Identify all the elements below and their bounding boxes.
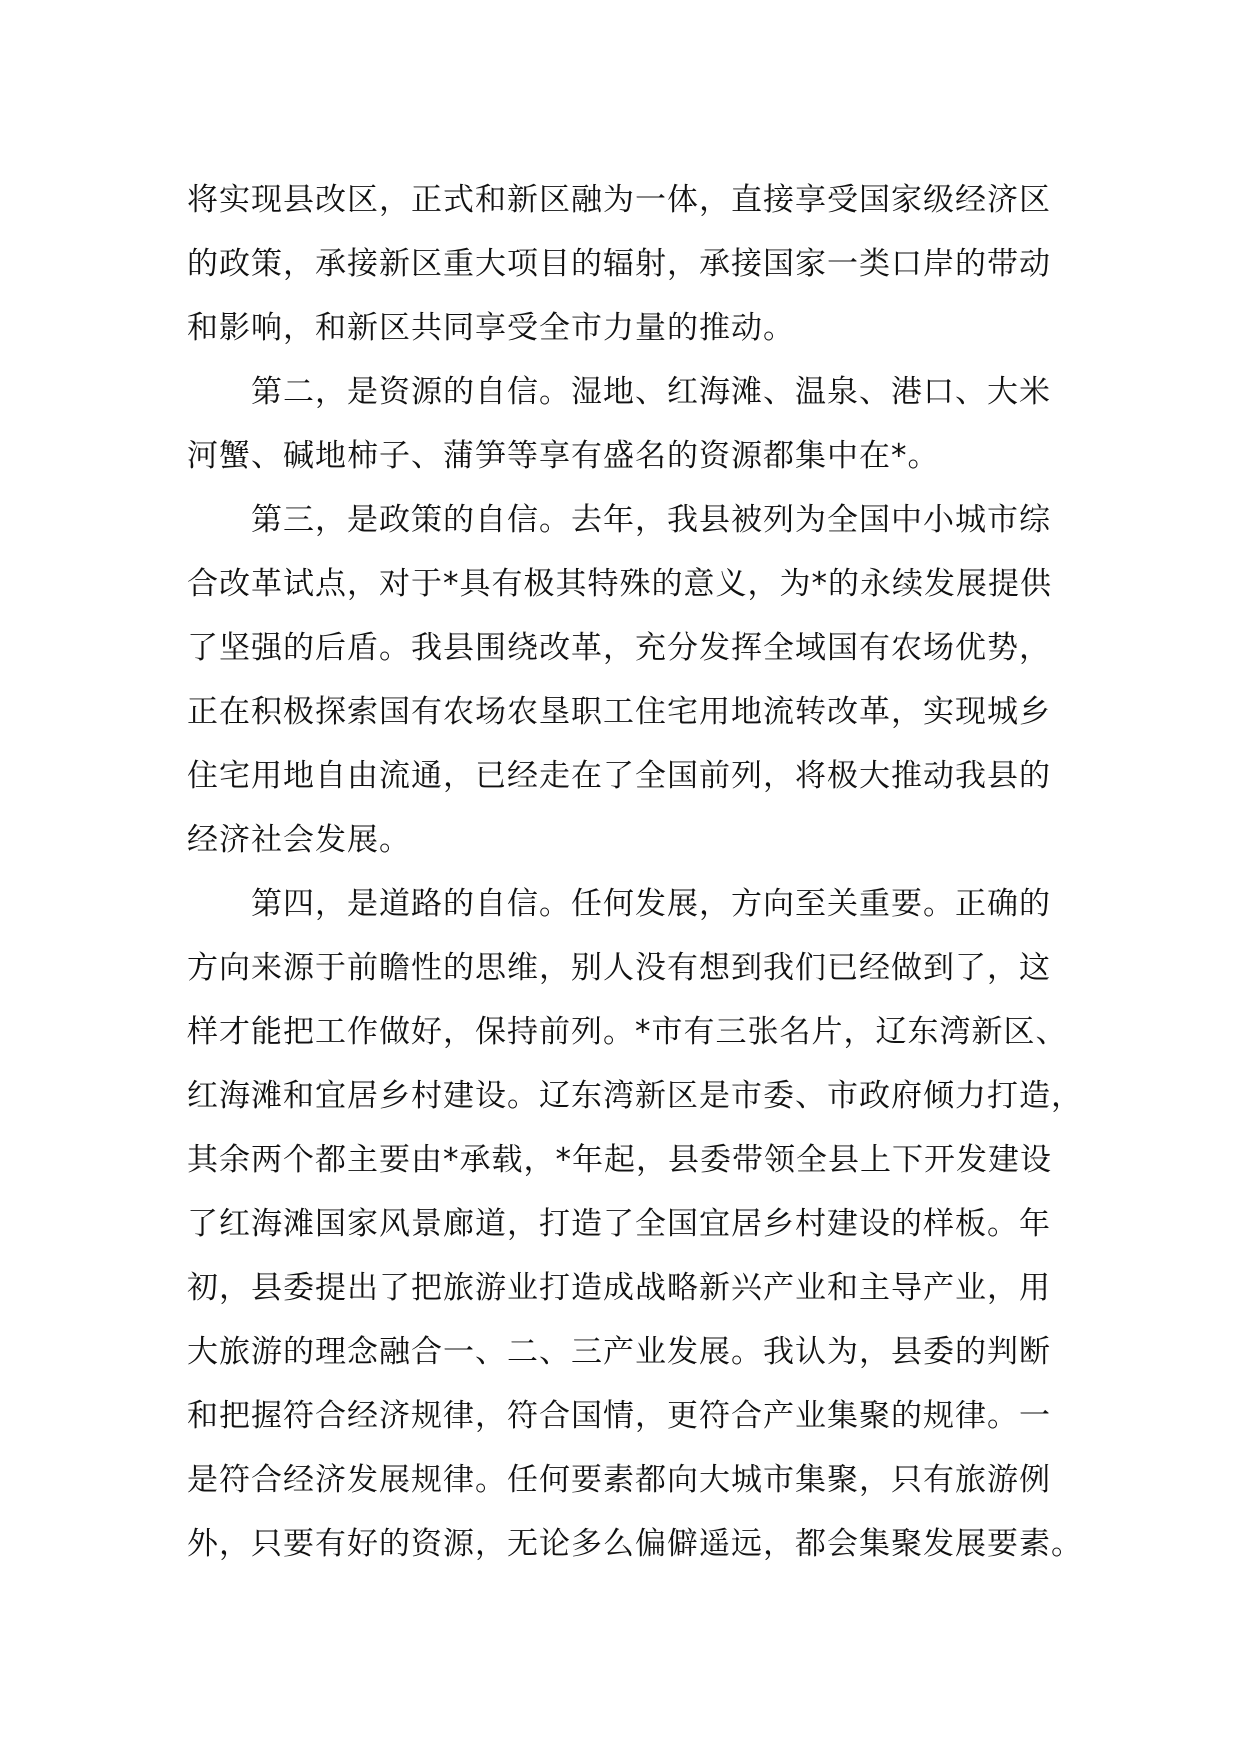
paragraph-second-resource-confidence (187, 360, 1087, 488)
text-line: 样才能把工作做好，保持前列。*市有三张名片，辽东湾新区、 (187, 1014, 1068, 1050)
text-line: 第四，是道路的自信。任何发展，方向至关重要。正确的 (251, 886, 1051, 922)
text-line: 外，只要有好的资源，无论多么偏僻遥远，都会集聚发展要素。 (187, 1526, 1083, 1562)
text-line: 大旅游的理念融合一、二、三产业发展。我认为，县委的判断 (187, 1334, 1051, 1370)
text-line: 住宅用地自由流通，已经走在了全国前列，将极大推动我县的 (187, 758, 1051, 794)
paragraph-third-policy-confidence (187, 488, 1087, 872)
text-line: 经济社会发展。 (187, 822, 411, 858)
text-line: 其余两个都主要由*承载，*年起，县委带领全县上下开发建设 (187, 1142, 1052, 1178)
text-line: 第三，是政策的自信。去年，我县被列为全国中小城市综 (251, 502, 1051, 538)
text-line: 正在积极探索国有农场农垦职工住宅用地流转改革，实现城乡 (187, 694, 1051, 730)
text-line: 红海滩和宜居乡村建设。辽东湾新区是市委、市政府倾力打造， (187, 1078, 1083, 1114)
text-line: 了坚强的后盾。我县围绕改革，充分发挥全域国有农场优势， (187, 630, 1051, 666)
text-line: 将实现县改区，正式和新区融为一体，直接享受国家级经济区 (187, 182, 1051, 218)
paragraph-continuation (187, 168, 1087, 360)
text-line: 了红海滩国家风景廊道，打造了全国宜居乡村建设的样板。年 (187, 1206, 1051, 1242)
text-line: 合改革试点，对于*具有极其特殊的意义，为*的永续发展提供 (187, 566, 1052, 602)
text-line: 和把握符合经济规律，符合国情，更符合产业集聚的规律。一 (187, 1398, 1051, 1434)
text-line: 河蟹、碱地柿子、蒲笋等享有盛名的资源都集中在*。 (187, 438, 940, 474)
text-line: 初，县委提出了把旅游业打造成战略新兴产业和主导产业，用 (187, 1270, 1051, 1306)
document-body (187, 168, 1087, 1576)
paragraph-fourth-path-confidence (187, 872, 1087, 1576)
text-line: 的政策，承接新区重大项目的辐射，承接国家一类口岸的带动 (187, 246, 1051, 282)
text-line: 第二，是资源的自信。湿地、红海滩、温泉、港口、大米 (251, 374, 1051, 410)
text-line: 方向来源于前瞻性的思维，别人没有想到我们已经做到了，这 (187, 950, 1051, 986)
text-line: 是符合经济发展规律。任何要素都向大城市集聚，只有旅游例 (187, 1462, 1051, 1498)
text-line: 和影响，和新区共同享受全市力量的推动。 (187, 310, 795, 346)
